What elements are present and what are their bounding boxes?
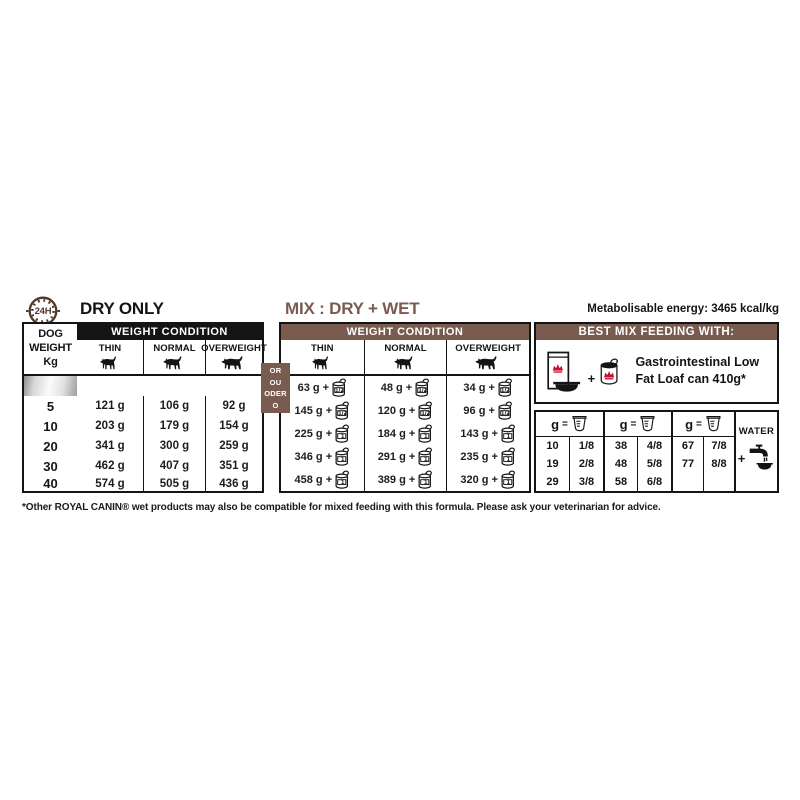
wet-can-icon: [415, 378, 430, 397]
cup-grams: 38: [603, 437, 637, 455]
mix-amount-text: 48 g +: [380, 381, 413, 394]
kibble-bag-and-bowl-icon: [544, 345, 583, 397]
dry-amount: 179 g: [143, 416, 205, 436]
wet-can-icon: [418, 424, 433, 443]
cup-grams: 29: [546, 476, 559, 488]
cup-grams: 67: [671, 437, 703, 455]
can-fraction: 1/2: [338, 410, 348, 417]
mix-amount-text: 63 g +: [297, 381, 330, 394]
mix-amount: [446, 445, 529, 468]
cup-fraction: 7/8: [703, 437, 734, 455]
clock-label: 24H: [34, 306, 52, 317]
weight-value: 10: [43, 418, 58, 434]
footnote: *Other ROYAL CANIN® wet products may also be compatible for mixed feeding with this formula. Please ask your veterinarian for advice.: [22, 502, 661, 513]
wet-can-icon: [335, 447, 350, 466]
equals-sign: =: [696, 418, 702, 430]
cup-fraction: 8/8: [703, 455, 734, 473]
can-fraction: 1: [340, 479, 345, 486]
cup-fraction: 5/8: [637, 455, 671, 473]
mix-weight-condition-header: WEIGHT CONDITION: [281, 324, 529, 340]
wet-can-icon: [332, 378, 347, 397]
dog-weight-line2: WEIGHT: [29, 342, 72, 355]
measuring-cup-icon: [571, 415, 588, 433]
mix-col-overweight: [446, 340, 529, 376]
thin-label: THIN: [98, 343, 122, 354]
mix-amount: [281, 468, 364, 491]
mix-amount: [446, 422, 529, 445]
weight-value: 5: [46, 398, 55, 414]
can-fraction: 1/2: [335, 387, 345, 394]
dry-amount: 574 g: [95, 477, 125, 490]
grams-label: g: [685, 416, 694, 432]
or-divider-box: [261, 363, 290, 413]
cup-fraction: 3/8: [569, 473, 603, 491]
can-fraction: 1/2: [418, 387, 428, 394]
mix-amount: [364, 445, 447, 468]
weight-value: 20: [43, 438, 58, 454]
dry-amount: 436 g: [205, 476, 262, 491]
mix-amount: [446, 468, 529, 491]
wet-can-icon: [335, 424, 350, 443]
mix-amount: [446, 399, 529, 422]
dry-amount: 92 g: [205, 396, 262, 416]
metabolisable-energy-note: Metabolisable energy: 3465 kcal/kg: [587, 303, 779, 315]
cup-grams: [671, 473, 703, 491]
plus-sign: +: [587, 370, 596, 386]
normal-label: NORMAL: [153, 343, 196, 354]
water-tap-bowl-icon: [747, 444, 775, 471]
cup-grams: 10: [546, 440, 559, 452]
plus-sign: +: [737, 451, 746, 466]
mix-amount-text: 34 g +: [463, 381, 495, 394]
dry-col-overweight: [201, 340, 267, 376]
cup-header-1: [536, 412, 603, 437]
equals-sign: =: [630, 418, 637, 430]
water-label: WATER: [738, 426, 775, 437]
mix-amount-text: 346 g +: [294, 450, 333, 463]
dog-overweight-icon: [475, 356, 502, 370]
can-fraction: 1/2: [421, 410, 431, 417]
can-fraction: 1: [340, 456, 345, 463]
dog-thin-icon: [312, 356, 332, 370]
mix-amount: [364, 468, 447, 491]
equals-sign: =: [562, 418, 568, 430]
dry-amount: 154 g: [205, 416, 262, 436]
mix-amount-text: 235 g +: [460, 450, 498, 463]
best-mix-content: [536, 340, 777, 401]
dry-col-normal: [143, 340, 205, 376]
or-line: O: [272, 400, 279, 410]
grams-label: g: [619, 416, 628, 432]
dog-normal-icon: [163, 356, 186, 370]
cup-conversion-table: [534, 410, 779, 493]
cup-fraction: [703, 473, 734, 491]
dry-amount: 351 g: [205, 456, 262, 476]
mix-amount: [281, 376, 364, 399]
wet-can-icon: [501, 424, 516, 443]
or-line: OU: [269, 377, 282, 387]
best-mix-box: [534, 322, 779, 404]
dry-only-title: DRY ONLY: [80, 299, 164, 318]
wet-can-icon: [418, 447, 433, 466]
water-column: [734, 412, 777, 491]
mix-amount: [281, 422, 364, 445]
mix-amount-text: 184 g +: [377, 427, 416, 440]
cup-fraction: 6/8: [637, 473, 671, 491]
or-line: ODER: [264, 389, 287, 398]
dog-weight-header: [24, 324, 77, 376]
best-mix-header: BEST MIX FEEDING WITH:: [536, 324, 777, 340]
cup-grams: 77: [671, 455, 703, 473]
or-line: OR: [269, 366, 282, 375]
mix-amount-text: 120 g +: [377, 404, 416, 417]
wet-can-icon: [418, 401, 433, 420]
wet-can-large-icon: [600, 356, 620, 387]
dog-normal-icon: [394, 356, 417, 370]
dry-amount: 505 g: [143, 476, 205, 491]
thin-label: THIN: [311, 343, 334, 354]
cup-fraction: 4/8: [637, 437, 671, 455]
dry-amount: 259 g: [205, 436, 262, 456]
mix-col-thin: [281, 340, 364, 376]
mix-amount-text: 145 g +: [294, 404, 333, 417]
wet-can-icon: [501, 447, 516, 466]
dog-weight-line1: DOG: [38, 328, 63, 341]
mix-col-normal: [364, 340, 447, 376]
measuring-cup-icon: [639, 415, 656, 433]
weight-value: 40: [43, 476, 58, 491]
dry-amount: 462 g: [95, 460, 125, 472]
overweight-label: OVERWEIGHT: [455, 343, 522, 354]
dry-amount: 121 g: [95, 400, 125, 412]
dry-amount: 106 g: [143, 396, 205, 416]
normal-label: NORMAL: [384, 343, 427, 354]
cup-fraction: 1/8: [569, 437, 603, 455]
dog-overweight-icon: [221, 356, 248, 370]
cup-header-3: [671, 412, 734, 437]
dry-amount: 203 g: [95, 420, 125, 432]
dry-only-table: [22, 322, 267, 493]
mix-amount-text: 96 g +: [463, 404, 495, 417]
dry-col-thin: [77, 340, 143, 376]
can-fraction: 1/2: [500, 410, 510, 417]
mix-dry-wet-table: [279, 322, 531, 493]
cup-header-2: [603, 412, 671, 437]
can-fraction: 1: [506, 479, 511, 486]
cup-grams: 58: [603, 473, 637, 491]
can-fraction: 1: [506, 433, 511, 440]
can-fraction: 1: [423, 456, 428, 463]
wet-can-icon: [335, 401, 350, 420]
wet-can-icon: [501, 470, 516, 489]
can-fraction: 1: [506, 456, 511, 463]
best-mix-product: Gastrointestinal Low Fat Loaf can 410g*: [635, 355, 760, 386]
mix-amount: [364, 376, 447, 399]
measuring-cup-icon: [705, 415, 722, 433]
mix-amount-text: 225 g +: [294, 427, 333, 440]
mix-amount: [281, 445, 364, 468]
mix-amount-text: 458 g +: [294, 473, 333, 486]
wet-can-icon: [418, 470, 433, 489]
dog-weight-line3: Kg: [43, 355, 58, 368]
can-fraction: 1: [340, 433, 345, 440]
weight-column-background: [24, 376, 77, 396]
mix-amount-text: 320 g +: [460, 473, 498, 486]
wet-can-icon: [498, 378, 513, 397]
dry-weight-condition-header: WEIGHT CONDITION: [77, 324, 262, 340]
water-icon-group: [738, 444, 776, 471]
mix-amount: [446, 376, 529, 399]
wet-can-icon: [498, 401, 513, 420]
mix-amount: [364, 422, 447, 445]
weight-value: 30: [43, 458, 58, 474]
mix-amount: [281, 399, 364, 422]
dry-amount: 407 g: [143, 456, 205, 476]
mix-dry-wet-title: MIX : DRY + WET: [285, 299, 420, 318]
grams-label: g: [551, 416, 560, 432]
can-fraction: 1: [423, 479, 428, 486]
mix-amount-text: 389 g +: [377, 473, 416, 486]
dry-amount: 300 g: [143, 436, 205, 456]
can-fraction: 1/2: [500, 387, 510, 394]
overweight-label: OVERWEIGHT: [201, 343, 267, 354]
cup-grams: 19: [546, 458, 559, 470]
can-fraction: 1: [423, 433, 428, 440]
dry-amount: 341 g: [95, 440, 125, 452]
cup-fraction: 2/8: [569, 455, 603, 473]
mix-amount-text: 291 g +: [377, 450, 416, 463]
mix-amount: [364, 399, 447, 422]
wet-can-icon: [335, 470, 350, 489]
cup-grams: 48: [603, 455, 637, 473]
dog-thin-icon: [100, 356, 120, 370]
mix-amount-text: 143 g +: [460, 427, 498, 440]
